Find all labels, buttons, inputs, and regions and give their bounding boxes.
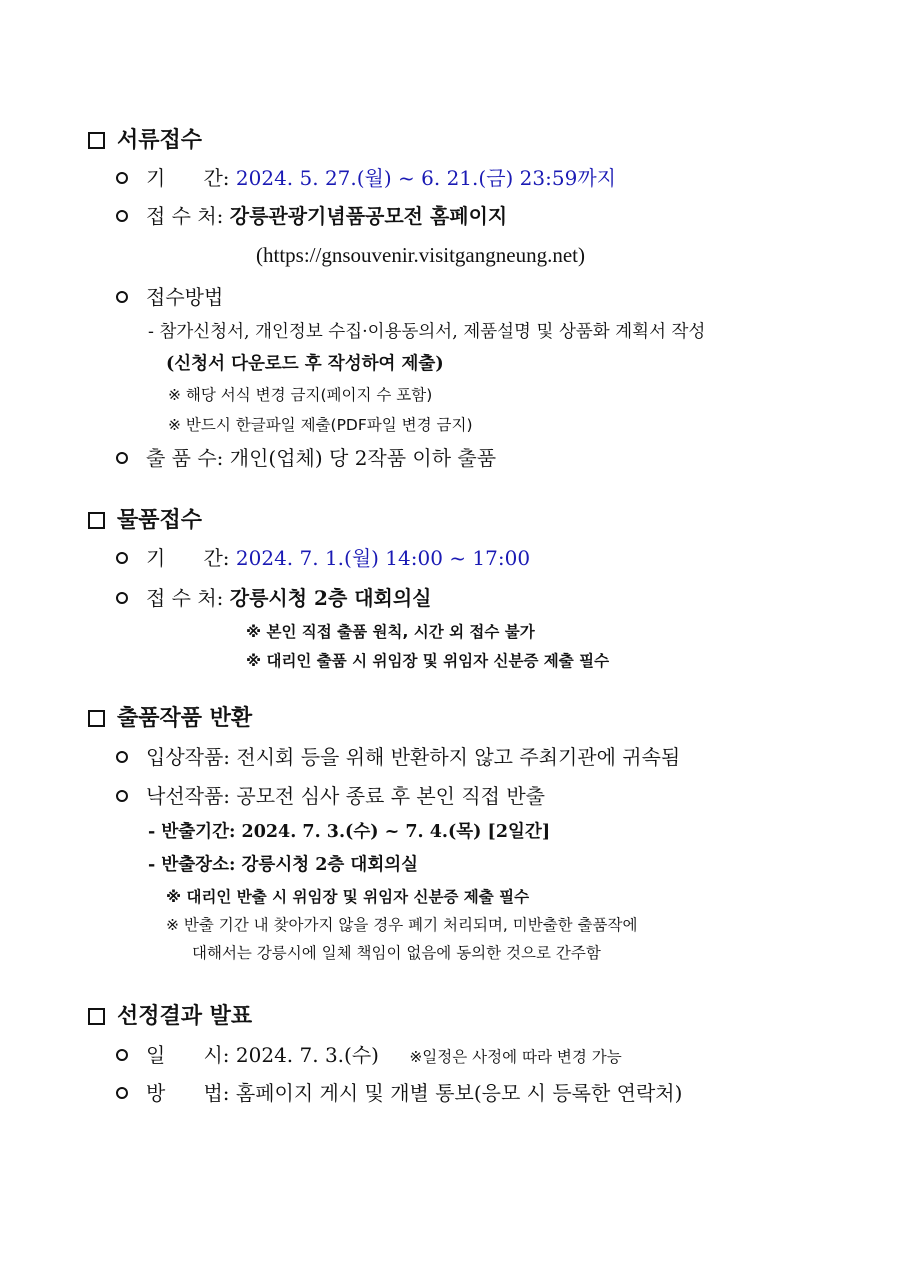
circle-bullet-icon [116, 1049, 128, 1061]
checkbox-square-icon [88, 1008, 105, 1025]
s1-method-row: 접수방법 [116, 285, 223, 309]
s3-period: - 반출기간: 2024. 7. 3.(수) ~ 7. 4.(목) [2일간] [148, 822, 551, 842]
section-heading-results: 선정결과 발표 [88, 1004, 252, 1030]
checkbox-square-icon [88, 132, 105, 149]
circle-bullet-icon [116, 592, 128, 604]
s4-date-row: 일 시: 2024. 7. 3.(수) ※일정은 사정에 따라 변경 가능 [116, 1043, 622, 1067]
s2-period-value: 2024. 7. 1.(월) 14:00 ~ 17:00 [235, 546, 531, 570]
checkbox-square-icon [88, 710, 105, 727]
s1-url[interactable]: (https://gnsouvenir.visitgangneung.net) [256, 243, 585, 267]
s1-note-1: ※ 해당 서식 변경 금지(페이지 수 포함) [168, 386, 433, 404]
circle-bullet-icon [116, 751, 128, 763]
s2-note-2: ※ 대리인 출품 시 위임장 및 위임자 신분증 제출 필수 [246, 652, 610, 670]
s1-count-row: 출 품 수: 개인(업체) 당 2작품 이하 출품 [116, 446, 496, 470]
circle-bullet-icon [116, 172, 128, 184]
s3-note-1: ※ 대리인 반출 시 위임장 및 위임자 신분증 제출 필수 [166, 888, 530, 906]
s1-method-paren: (신청서 다운로드 후 작성하여 제출) [166, 354, 444, 374]
s1-place-row: 접 수 처: 강릉관광기념품공모전 홈페이지 [116, 204, 507, 228]
s1-period-value: 2024. 5. 27.(월) ~ 6. 21.(금) 23:59까지 [235, 166, 616, 190]
checkbox-square-icon [88, 512, 105, 529]
s3-winners-row: 입상작품: 전시회 등을 위해 반환하지 않고 주최기관에 귀속됨 [116, 745, 680, 769]
s1-note-2: ※ 반드시 한글파일 제출(PDF파일 변경 금지) [168, 416, 473, 434]
circle-bullet-icon [116, 452, 128, 464]
s2-place-row: 접 수 처: 강릉시청 2층 대회의실 [116, 586, 432, 610]
circle-bullet-icon [116, 210, 128, 222]
circle-bullet-icon [116, 790, 128, 802]
s2-period-row: 기 간: 2024. 7. 1.(월) 14:00 ~ 17:00 [116, 546, 530, 570]
s3-note-2a: ※ 반출 기간 내 찾아가지 않을 경우 폐기 처리되며, 미반출한 출품작에 [166, 916, 638, 934]
s1-period-row: 기 간: 2024. 5. 27.(월) ~ 6. 21.(금) 23:59까지 [116, 166, 616, 190]
s1-method-dash: - 참가신청서, 개인정보 수집·이용동의서, 제품설명 및 상품화 계획서 작성 [148, 322, 706, 342]
s3-losers-row: 낙선작품: 공모전 심사 종료 후 본인 직접 반출 [116, 784, 545, 808]
circle-bullet-icon [116, 552, 128, 564]
s1-place-value: 강릉관광기념품공모전 홈페이지 [229, 204, 508, 228]
s3-place: - 반출장소: 강릉시청 2층 대회의실 [148, 855, 419, 875]
s2-note-1: ※ 본인 직접 출품 원칙, 시간 외 접수 불가 [246, 623, 535, 641]
circle-bullet-icon [116, 1087, 128, 1099]
s4-method-row: 방 법: 홈페이지 게시 및 개별 통보(응모 시 등록한 연락처) [116, 1081, 682, 1105]
section-heading-document-submission: 서류접수 [88, 128, 202, 154]
s4-date-note: ※일정은 사정에 따라 변경 가능 [409, 1048, 622, 1066]
s3-note-2b: 대해서는 강릉시에 일체 책임이 없음에 동의한 것으로 간주함 [192, 944, 601, 962]
section-heading-item-submission: 물품접수 [88, 508, 202, 534]
section-heading-return: 출품작품 반환 [88, 706, 252, 732]
circle-bullet-icon [116, 291, 128, 303]
